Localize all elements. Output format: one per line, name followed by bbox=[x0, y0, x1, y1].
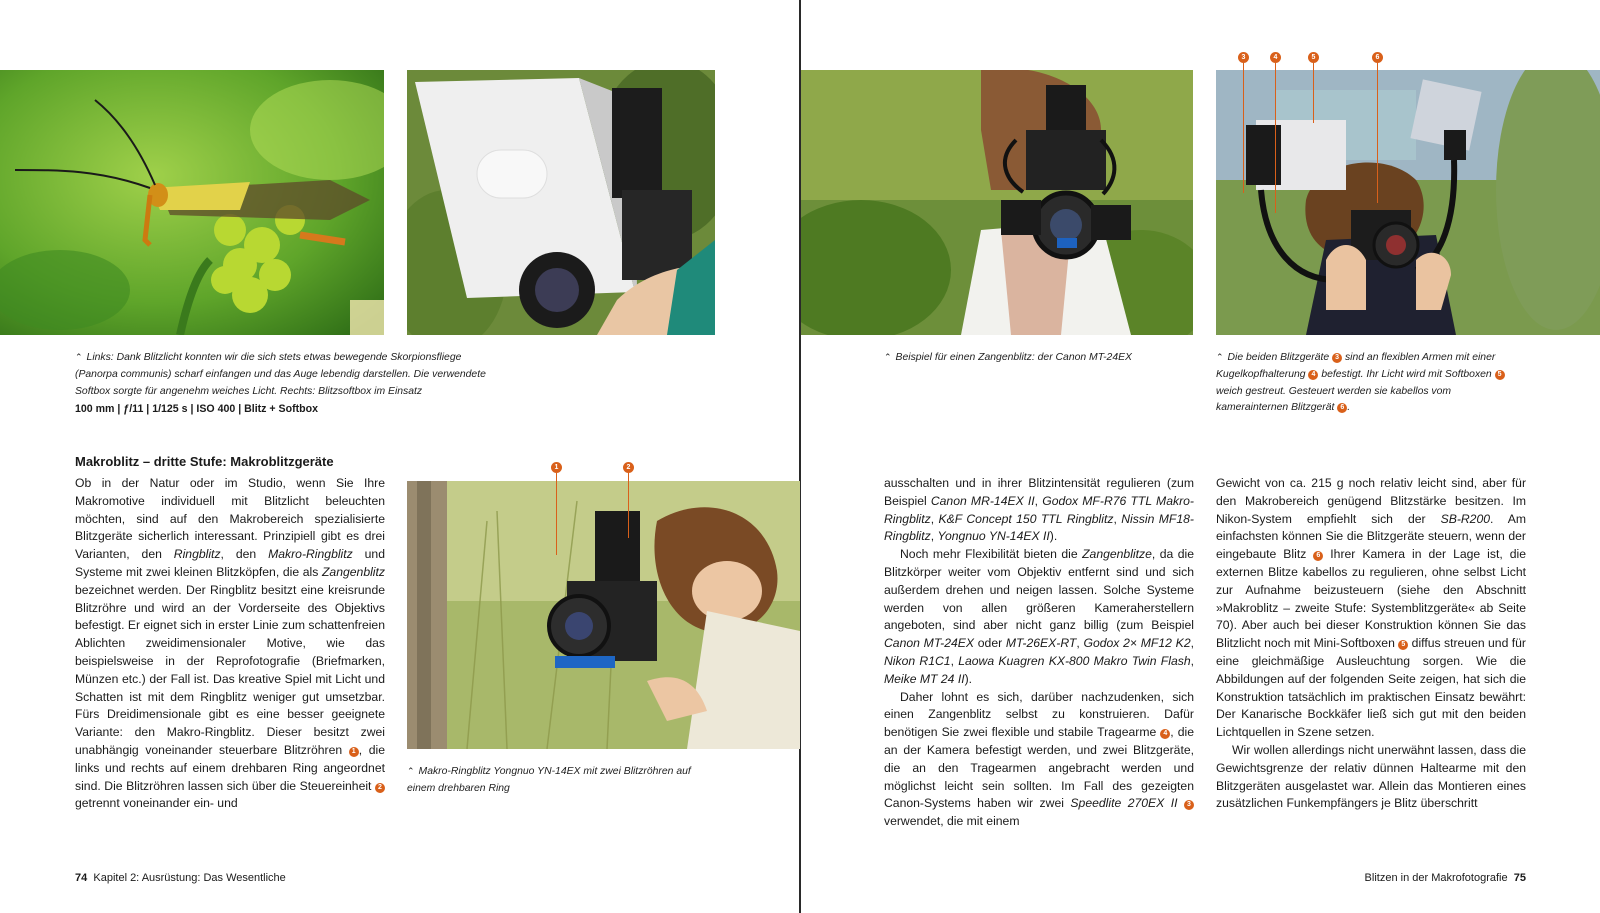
body-text: Daher lohnt es sich, darüber nachzudenken, sich einen Zangenblitz selbst zu konstruieren. Dafür benötigen Sie zwei flexible und stabile Tragearme bbox=[884, 689, 1194, 740]
body-text: Gewicht von ca. 215 g noch relativ leicht sind, aber für den Makrobereich genügend Blitzstärke besitzen. Im Nikon-System empfiehlt sich der bbox=[1216, 476, 1526, 526]
body-text: , bbox=[1034, 493, 1043, 508]
callout-line-5 bbox=[1313, 63, 1314, 123]
marker-3: 3 bbox=[1184, 800, 1194, 810]
product-name: K&F Concept 150 TTL Ringblitz bbox=[938, 511, 1114, 526]
marker-2: 2 bbox=[375, 783, 385, 793]
body-text: ). bbox=[964, 671, 973, 686]
photo-twin-flash-mt24ex bbox=[801, 70, 1193, 335]
body-text: , bbox=[950, 653, 959, 668]
caption-text: weich gestreut. Gesteuert werden sie kabellos vom kamerainternen Blitzgerät bbox=[1216, 385, 1452, 414]
footer-left bbox=[75, 872, 286, 884]
caption-mt24ex bbox=[884, 349, 1184, 367]
body-text: Noch mehr Flexibilität bieten die bbox=[900, 547, 1083, 562]
caption-text: Die beiden Blitzgeräte bbox=[1227, 352, 1333, 363]
marker-6: 6 bbox=[1337, 403, 1347, 413]
chevron-up-icon: ⌃ bbox=[75, 352, 83, 362]
callout-marker-5: 5 bbox=[1308, 52, 1319, 63]
caption-text: Links: Dank Blitzlicht konnten wir die sich stets etwas bewegende Skorpionsfliege (Panorpa communis) scharf einfangen und das Auge lebendig darstellen. Die verwendete Softbox sorgte für angenehm weiches Licht. Rechts: Blitzsoftbox im Einsatz bbox=[75, 352, 486, 397]
caption-text: Beispiel für einen Zangenblitz: der Canon MT-24EX bbox=[895, 352, 1132, 363]
body-text: , bbox=[930, 511, 939, 526]
term-makro-ringblitz: Makro-Ringblitz bbox=[268, 547, 353, 562]
caption-text: . bbox=[1347, 402, 1351, 414]
chevron-up-icon: ⌃ bbox=[407, 766, 415, 776]
page-number-left: 74 bbox=[75, 872, 88, 884]
body-text: , die links und rechts auf einem drehbaren Ring angeordnet sind. Die Blitzröhren lassen sich über die Steuereinheit bbox=[75, 742, 385, 793]
marker-5: 5 bbox=[1495, 370, 1505, 380]
photo-ring-flash bbox=[407, 481, 800, 749]
caption-text: befestigt. Ihr Licht wird mit Softboxen bbox=[1318, 368, 1495, 380]
marker-4: 4 bbox=[1308, 370, 1318, 380]
marker-5: 5 bbox=[1398, 640, 1408, 650]
body-text: getrennt voneinander ein- und bbox=[75, 796, 238, 811]
product-name: Canon MR-14EX II bbox=[930, 493, 1035, 508]
marker-6: 6 bbox=[1313, 551, 1323, 561]
callout-line-1 bbox=[556, 473, 557, 555]
body-column-right-1 bbox=[884, 475, 1194, 831]
body-text: , bbox=[930, 529, 938, 544]
body-text: , bbox=[1076, 636, 1084, 651]
body-text: oder bbox=[974, 636, 1006, 651]
page-number-right: 75 bbox=[1513, 872, 1526, 884]
body-text: , bbox=[1190, 636, 1194, 651]
product-name: Meike MT 24 II bbox=[884, 671, 965, 686]
body-text: verwendet, die mit einem bbox=[884, 814, 1020, 829]
term-zangenblitz: Zangenblitz bbox=[321, 564, 385, 579]
callout-line-3 bbox=[1243, 63, 1244, 193]
body-text: diffus streuen und für eine gleichmäßige Ausleuchtung sorgen. Wie die Abbildungen auf der folgenden Seite zeigen, hat sich die Konstruktion tatsächlich im praktischen Einsatz bewährt: Der Kanarische Bockkäfer ließ sich gut mit den beiden Lichtquellen in Szene setzen. bbox=[1216, 636, 1526, 740]
callout-marker-2: 2 bbox=[623, 462, 634, 473]
body-text: ausschalten und in ihrer Blitzintensität regulieren (zum Beispiel bbox=[884, 476, 1194, 508]
chapter-title: Kapitel 2: Ausrüstung: Das Wesentliche bbox=[93, 872, 286, 884]
term-zangenblitze: Zangenblitze bbox=[1082, 547, 1152, 562]
body-text: und Systeme mit zwei kleinen Blitzköpfen, die als bbox=[75, 547, 385, 579]
body-column-right-2 bbox=[1216, 475, 1526, 813]
body-text: Wir wollen allerdings nicht unerwähnt lassen, dass die Gewichtsgrenze der relativ dünnen Haltearme mit den Blitzgeräten ausgelastet war. Allein das Montieren eines zusätzlichen Funkempfängers je Blitz überschritt bbox=[1216, 742, 1526, 811]
product-name: MT-26EX-RT bbox=[1005, 636, 1077, 651]
body-text: bezeichnet werden. Der Ringblitz besitzt eine kreisrunde Blitzröhre und wird an der Vorderseite des Objektivs befestigt. Er eignet sich in erster Linie zum schattenfreien Ablichten zweidimensionaler Motive, wie das beispielsweise in der Reprofotografie (Briefmarken, Münzen etc.) der Fall ist. Das kreative Spiel mit Licht und Schatten ist mit dem Ringblitz weniger gut umsetzbar. Fürs Dreidimensionale gibt es eine besser geeignete Variante: den Makro-Ringblitz. Dieser besitzt zwei unabhängig voneinander steuerbare Blitzröhren bbox=[75, 582, 385, 757]
exif-info: 100 mm | ƒ/11 | 1/125 s | ISO 400 | Blitz + Softbox bbox=[75, 403, 318, 415]
product-name: Yongnuo YN-14EX II bbox=[937, 529, 1050, 544]
product-name: Nissin MF18-Ringblitz bbox=[884, 511, 1194, 544]
caption-top-photos bbox=[75, 349, 505, 400]
body-text: . Am einfachsten können Sie die Blitzgeräte steuern, wenn der eingebaute Blitz bbox=[1216, 511, 1526, 562]
callout-marker-1: 1 bbox=[551, 462, 562, 473]
callout-marker-6: 6 bbox=[1372, 52, 1383, 63]
body-text: Ob in der Natur oder im Studio, wenn Sie Ihre Makromotive individuell mit Blitzlicht beleuchten möchten, sind auf den Makrobereich spezialisierte Blitzgeräte sicherlich interessant. Prinzipiell gibt es drei Varianten, den bbox=[75, 476, 385, 562]
product-name: Nikon R1C1 bbox=[884, 653, 951, 668]
chevron-up-icon: ⌃ bbox=[884, 352, 892, 362]
chevron-up-icon: ⌃ bbox=[1216, 352, 1224, 362]
body-text: , bbox=[1190, 653, 1194, 668]
footer-right bbox=[1365, 872, 1526, 884]
marker-1: 1 bbox=[349, 747, 359, 757]
caption-ring-flash bbox=[407, 763, 707, 798]
body-column-left bbox=[75, 475, 385, 813]
product-name: Godox MF-R76 TTL Makro-Ringblitz bbox=[884, 493, 1194, 526]
marker-3: 3 bbox=[1332, 353, 1342, 363]
product-name: Godox 2× MF12 K2 bbox=[1083, 636, 1191, 651]
caption-text: Makro-Ringblitz Yongnuo YN-14EX mit zwei Blitzröhren auf einem drehbaren Ring bbox=[407, 766, 691, 794]
product-name: SB-R200 bbox=[1440, 511, 1491, 526]
photo-diy-twin-flash bbox=[1216, 70, 1600, 335]
term-ringblitz: Ringblitz bbox=[173, 547, 221, 562]
callout-marker-3: 3 bbox=[1238, 52, 1249, 63]
product-name: Laowa Kuagren KX-800 Makro Twin Flash bbox=[958, 653, 1191, 668]
body-text: , bbox=[1113, 511, 1122, 526]
photo-flash-softbox bbox=[407, 70, 715, 335]
caption-diy-flash bbox=[1216, 349, 1521, 417]
body-text: Ihrer Kamera in der Lage ist, die externen Blitze kabellos zu regulieren, ohne selbst Licht zur Aufnahme beizusteuern (siehe den Abschnitt »Makroblitz – zweite Stufe: Systemblitzgeräte« ab Seite 70). Aber auch bei dieser Konstruktion können Sie das Blitzlicht noch mit Mini-Softboxen bbox=[1216, 547, 1526, 651]
callout-line-2 bbox=[628, 473, 629, 538]
photo-scorpion-fly bbox=[0, 70, 384, 335]
callout-line-4 bbox=[1275, 63, 1276, 213]
body-text: , da die Blitzkörper weiter vom Objektiv entfernt sind und sich außerdem drehen und neigen lassen. Solche Systeme werden von allen größeren Kameraherstellern angeboten, sind aber nicht ganz billig (zum Beispiel bbox=[884, 547, 1194, 633]
marker-4: 4 bbox=[1160, 729, 1170, 739]
callout-marker-4: 4 bbox=[1270, 52, 1281, 63]
callout-line-6 bbox=[1377, 63, 1378, 203]
body-text: , die an der Kamera befestigt werden, und zwei Blitzgeräte, die an den Tragearmen angebracht werden und möglichst leicht sein sollten. Im Fall des gezeigten Canon-Systems haben wir zwei bbox=[884, 725, 1194, 811]
body-text: ). bbox=[1049, 529, 1058, 544]
section-heading: Makroblitz – dritte Stufe: Makroblitzgeräte bbox=[75, 454, 334, 469]
product-name: Speedlite 270EX II bbox=[1070, 796, 1178, 811]
section-title: Blitzen in der Makrofotografie bbox=[1364, 872, 1508, 884]
body-text: , den bbox=[220, 547, 269, 562]
product-name: Canon MT-24EX bbox=[884, 636, 975, 651]
caption-text: sind an flexiblen Armen mit einer Kugelkopfhalterung bbox=[1216, 352, 1496, 380]
